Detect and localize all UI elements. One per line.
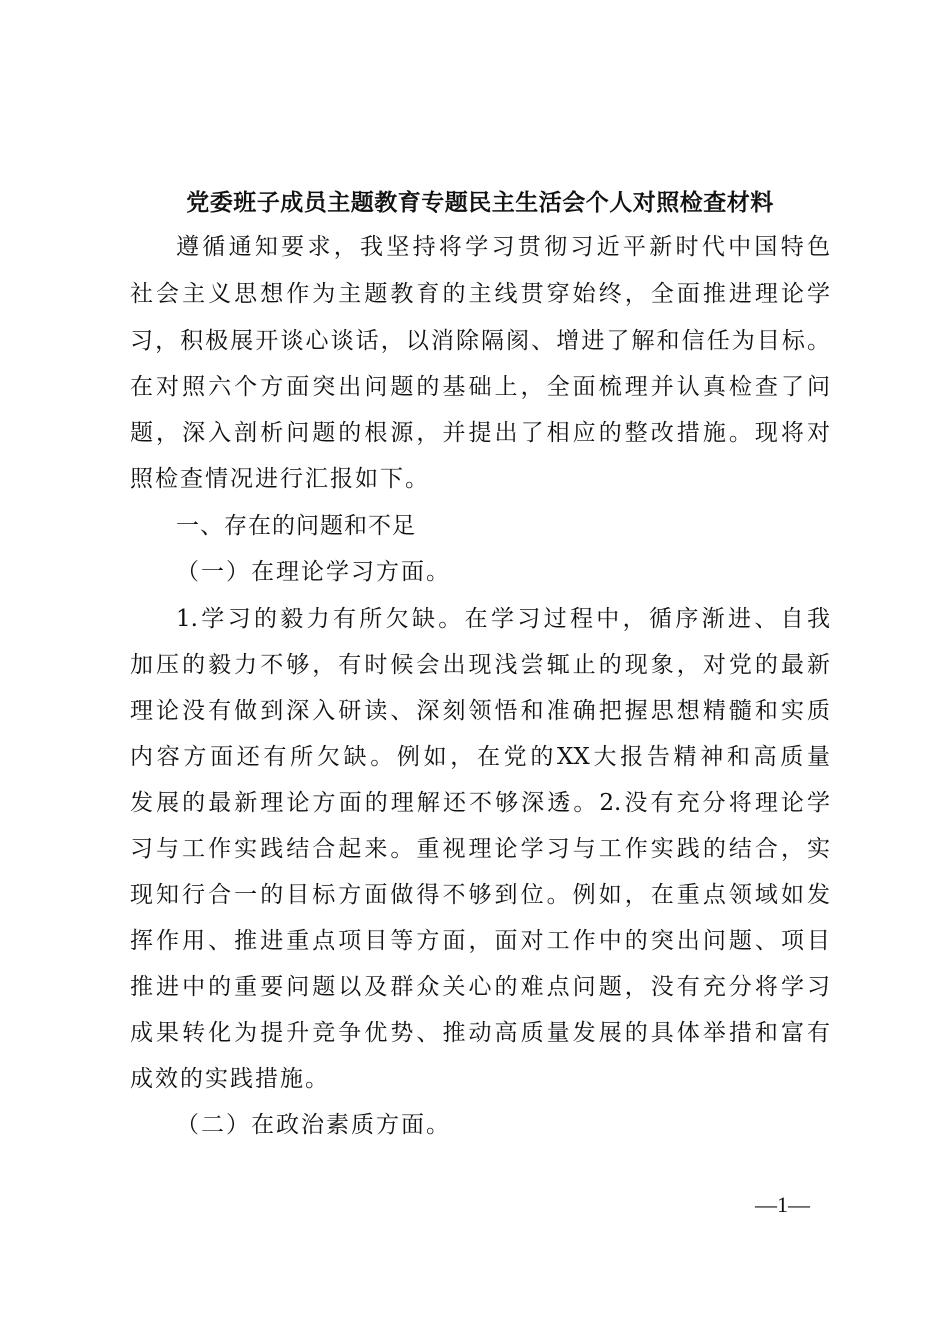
page-number: —1— [755, 1192, 810, 1217]
body-line: 发展的最新理论方面的理解还不够深透。2.没有充分将理论学 [130, 790, 830, 816]
section-heading: 一、存在的问题和不足 [176, 513, 416, 539]
body-line: 内容方面还有所欠缺。例如，在党的XX大报告精神和高质量 [130, 744, 830, 770]
body-line: 理论没有做到深入研读、深刻领悟和准确把握思想精髓和实质 [130, 698, 830, 724]
intro-line: 习，积极展开谈心谈话，以消除隔阂、增进了解和信任为目标。 [130, 328, 830, 354]
body-line: 加压的毅力不够，有时候会出现浅尝辄止的现象，对党的最新 [130, 652, 830, 678]
body-line: 1.学习的毅力有所欠缺。在学习过程中，循序渐进、自我 [176, 606, 830, 632]
document-title: 党委班子成员主题教育专题民主生活会个人对照检查材料 [186, 189, 774, 216]
body-line: 推进中的重要问题以及群众关心的难点问题，没有充分将学习 [130, 974, 830, 1000]
intro-line: 社会主义思想作为主题教育的主线贯穿始终，全面推进理论学 [130, 281, 830, 307]
body-line: 习与工作实践结合起来。重视理论学习与工作实践的结合，实 [130, 836, 830, 862]
intro-line: 遵循通知要求，我坚持将学习贯彻习近平新时代中国特色 [176, 234, 830, 260]
intro-line: 题，深入剖析问题的根源，并提出了相应的整改措施。现将对 [130, 420, 830, 446]
subsection-heading: （二）在政治素质方面。 [176, 1112, 451, 1138]
body-line: 挥作用、推进重点项目等方面，面对工作中的突出问题、项目 [130, 928, 830, 954]
body-line: 成效的实践措施。 [130, 1066, 330, 1092]
body-line: 现知行合一的目标方面做得不够到位。例如，在重点领域如发 [130, 882, 830, 908]
subsection-heading: （一）在理论学习方面。 [176, 559, 451, 585]
body-line: 成果转化为提升竞争优势、推动高质量发展的具体举措和富有 [130, 1020, 830, 1046]
intro-line: 在对照六个方面突出问题的基础上，全面梳理并认真检查了问 [130, 374, 830, 400]
intro-line: 照检查情况进行汇报如下。 [130, 466, 430, 492]
